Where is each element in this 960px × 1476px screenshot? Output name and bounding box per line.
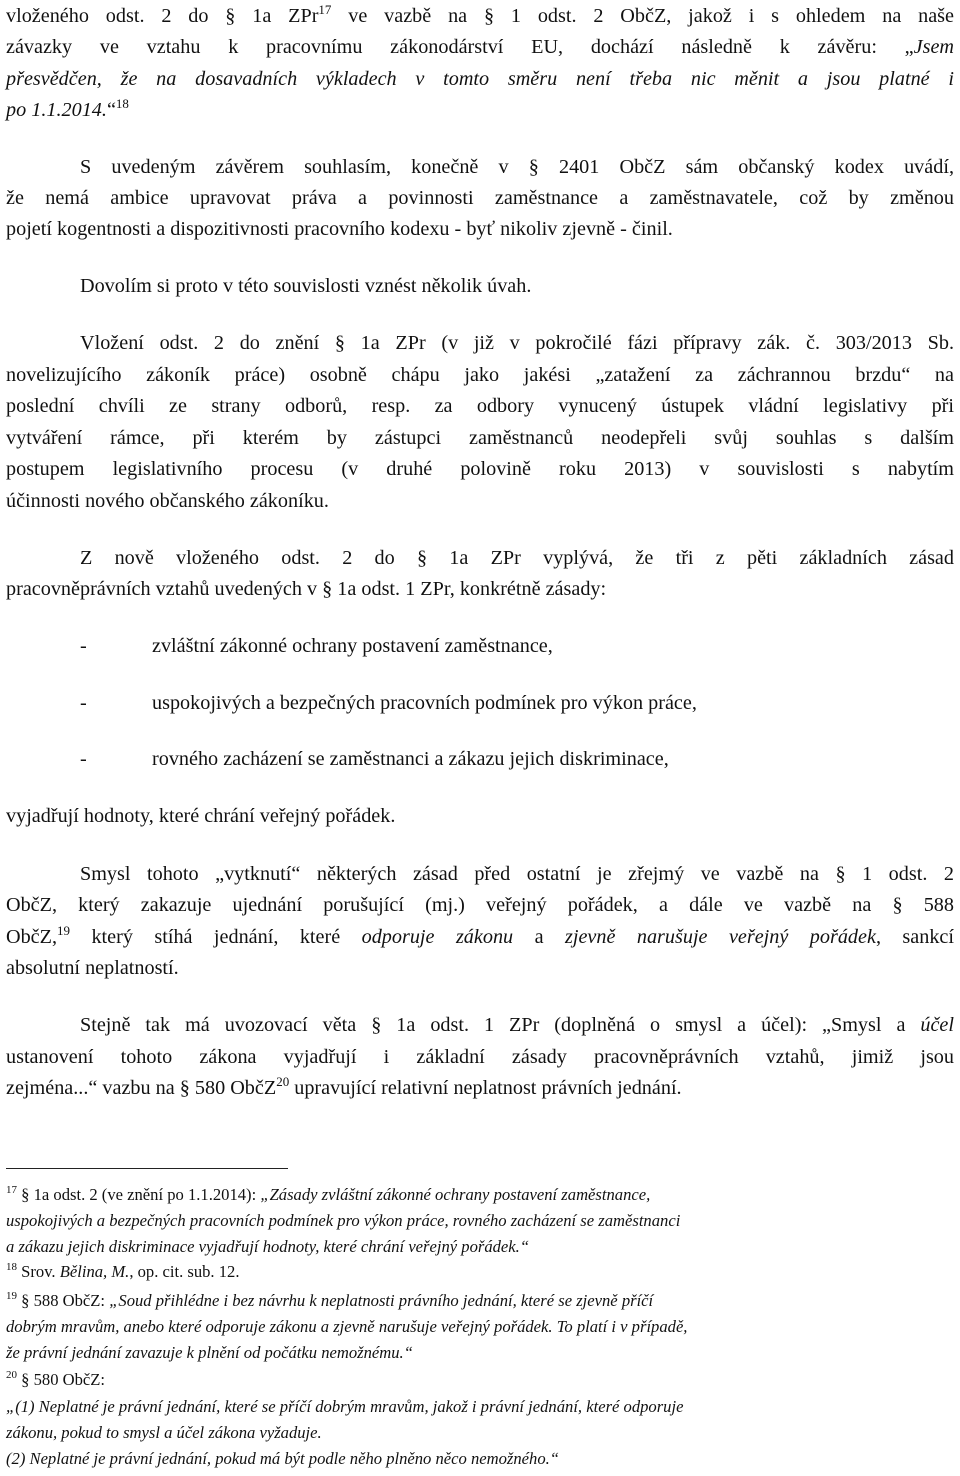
footnote-20-line-2 <box>6 1396 954 1417</box>
emphasis: účel <box>920 1014 954 1036</box>
text-run: § 588 ObčZ: <box>17 1291 110 1310</box>
list-item-text: uspokojivých a bezpečných pracovních podmínek pro výkon práce, <box>152 692 697 714</box>
text-run: Srov. <box>17 1262 60 1281</box>
quote-italic: „(1) Neplatné je právní jednání, které se příčí dobrým mravům, jakož i právní jednání, které odporuje <box>6 1397 684 1416</box>
footnote-number: 18 <box>6 1261 17 1273</box>
paragraph-2-line-3: pojetí kogentnosti a dispozitivnosti pracovního kodexu - byť nikoliv zjevně - činil. <box>6 218 673 240</box>
list-dash: - <box>80 692 87 714</box>
footnote-17-line-3 <box>6 1236 954 1257</box>
text-run: upravující relativní neplatnost právních jednání. <box>289 1077 682 1099</box>
paragraph-7-line-2: ObčZ, který zakazuje ujednání porušující (mj.) veřejný pořádek, a dále ve vazbě na § 588 <box>6 894 954 916</box>
footnote-separator <box>6 1168 288 1169</box>
list-item-text: rovného zacházení se zaměstnanci a zákazu jejich diskriminace, <box>152 748 669 770</box>
paragraph-8-line-3 <box>6 1075 954 1101</box>
footnote-ref-19[interactable]: 19 <box>57 923 71 938</box>
footnote-19-line-1 <box>6 1290 954 1311</box>
footnote-19-line-3 <box>6 1342 954 1363</box>
paragraph-1-line-2 <box>6 34 954 60</box>
footnote-18 <box>6 1261 954 1282</box>
emphasis: odporuje zákonu <box>361 926 514 948</box>
text-run: závazky ve vztahu k pracovnímu zákonodárství EU, dochází následně k závěru: „ <box>6 36 914 58</box>
paragraph-7-line-4: absolutní neplatností. <box>6 957 179 979</box>
list-dash: - <box>80 635 87 657</box>
footnote-ref-20[interactable]: 20 <box>276 1074 290 1089</box>
text-run: § 1a odst. 2 (ve znění po 1.1.2014): <box>17 1185 261 1204</box>
quote-italic: a zákazu jejich diskriminace vyjadřují hodnoty, které chrání veřejný pořádek.“ <box>6 1237 530 1256</box>
text-run: který stíhá jednání, které <box>70 926 362 948</box>
paragraph-1-line-3 <box>6 66 954 92</box>
quote-italic: (2) Neplatné je právní jednání, pokud má být podle něho plněno něco nemožného.“ <box>6 1449 560 1468</box>
text-run: , op. cit. sub. 12. <box>129 1262 240 1281</box>
footnote-20-line-3 <box>6 1422 954 1443</box>
paragraph-4-line-2: novelizujícího zákoník práce) osobně chápu jako jakési „zatažení za záchrannou brzdu“ na <box>6 364 954 386</box>
paragraph-1-line-1 <box>6 3 954 29</box>
text-run: , sankcí <box>875 926 954 948</box>
paragraph-8-line-2: ustanovení tohoto zákona vyjadřují i základní zásady pracovněprávních vztahů, jimiž jsou <box>6 1046 954 1068</box>
footnote-19-line-2 <box>6 1316 954 1337</box>
footnote-20-line-1 <box>6 1369 954 1390</box>
text-run: Stejně tak má uvozovací věta § 1a odst. 1 ZPr (doplněná o smysl a účel): „Smysl a <box>80 1014 921 1036</box>
text-run: vloženého odst. 2 do § 1a ZPr <box>6 5 319 27</box>
text-run: zejména...“ vazbu na § 580 ObčZ <box>6 1077 277 1099</box>
paragraph-4-line-4: vytváření rámce, při kterém by zástupci zaměstnanců neodepřeli svůj souhlas s dalším <box>6 427 954 449</box>
quote-italic: „Zásady zvláštní zákonné ochrany postavení zaměstnance, <box>260 1185 651 1204</box>
paragraph-8-line-1 <box>80 1012 954 1038</box>
footnote-17-line-2 <box>6 1210 954 1231</box>
paragraph-4-line-6: účinnosti nového občanského zákoníku. <box>6 490 329 512</box>
paragraph-7-line-1: Smysl tohoto „vytknutí“ některých zásad před ostatní je zřejmý ve vazbě na § 1 odst. 2 <box>80 863 954 885</box>
footnote-number: 17 <box>6 1184 17 1196</box>
footnote-number: 19 <box>6 1290 17 1302</box>
paragraph-4-line-1: Vložení odst. 2 do znění § 1a ZPr (v již v pokročilé fázi přípravy zák. č. 303/2013 Sb. <box>80 332 954 354</box>
paragraph-7-line-3 <box>6 924 954 950</box>
footnote-ref-18[interactable]: 18 <box>115 96 129 111</box>
text-run: a <box>513 926 565 948</box>
text-run: ve vazbě na § 1 odst. 2 ObčZ, jakož i s ohledem na naše <box>331 5 954 27</box>
paragraph-6: vyjadřují hodnoty, které chrání veřejný pořádek. <box>6 805 396 827</box>
text-run: § 580 ObčZ: <box>17 1370 106 1389</box>
list-dash: - <box>80 748 87 770</box>
footnote-20-line-4 <box>6 1448 954 1469</box>
quote-italic: Jsem <box>913 36 954 58</box>
quote-italic: „Soud přihlédne i bez návrhu k neplatnosti právního jednání, které se zjevně příčí <box>109 1291 654 1310</box>
footnote-17-line-1 <box>6 1184 954 1205</box>
paragraph-5-line-1: Z nově vloženého odst. 2 do § 1a ZPr vyplývá, že tři z pěti základních zásad <box>80 547 954 569</box>
quote-italic: zákonu, pokud to smysl a účel zákona vyžaduje. <box>6 1423 322 1442</box>
closing-quote: “ <box>106 99 116 121</box>
paragraph-4-line-3: poslední chvíli ze strany odborů, resp. za odbory vynucený ústupek vládní legislativy při <box>6 395 954 417</box>
paragraph-3: Dovolím si proto v této souvislosti vznést několik úvah. <box>80 275 532 297</box>
quote-italic: že právní jednání zavazuje k plnění od počátku nemožnému.“ <box>6 1343 413 1362</box>
footnote-ref-17[interactable]: 17 <box>318 2 332 17</box>
paragraph-1-line-4 <box>6 97 954 123</box>
emphasis: zjevně narušuje veřejný pořádek <box>564 926 876 948</box>
quote-italic: přesvědčen, že na dosavadních výkladech v tomto směru není třeba nic měnit a jsou platné i <box>6 68 954 90</box>
list-item-text: zvláštní zákonné ochrany postavení zaměstnance, <box>152 635 553 657</box>
quote-italic: uspokojivých a bezpečných pracovních podmínek pro výkon práce, rovného zacházení se zaměstnanci <box>6 1211 681 1230</box>
paragraph-2-line-1: S uvedeným závěrem souhlasím, konečně v § 2401 ObčZ sám občanský kodex uvádí, <box>80 156 954 178</box>
quote-italic: dobrým mravům, anebo které odporuje zákonu a zjevně narušuje veřejný pořádek. To platí i v případě, <box>6 1317 688 1336</box>
quote-italic: po 1.1.2014. <box>6 99 107 121</box>
author-italic: Bělina, M. <box>59 1262 130 1281</box>
paragraph-2-line-2: že nemá ambice upravovat práva a povinnosti zaměstnance a zaměstnavatele, což by změnou <box>6 187 954 209</box>
paragraph-5-line-2: pracovněprávních vztahů uvedených v § 1a odst. 1 ZPr, konkrétně zásady: <box>6 578 607 600</box>
text-run: ObčZ, <box>6 926 58 948</box>
paragraph-4-line-5: postupem legislativního procesu (v druhé polovině roku 2013) v souvislosti s nabytím <box>6 458 954 480</box>
footnote-number: 20 <box>6 1369 17 1381</box>
